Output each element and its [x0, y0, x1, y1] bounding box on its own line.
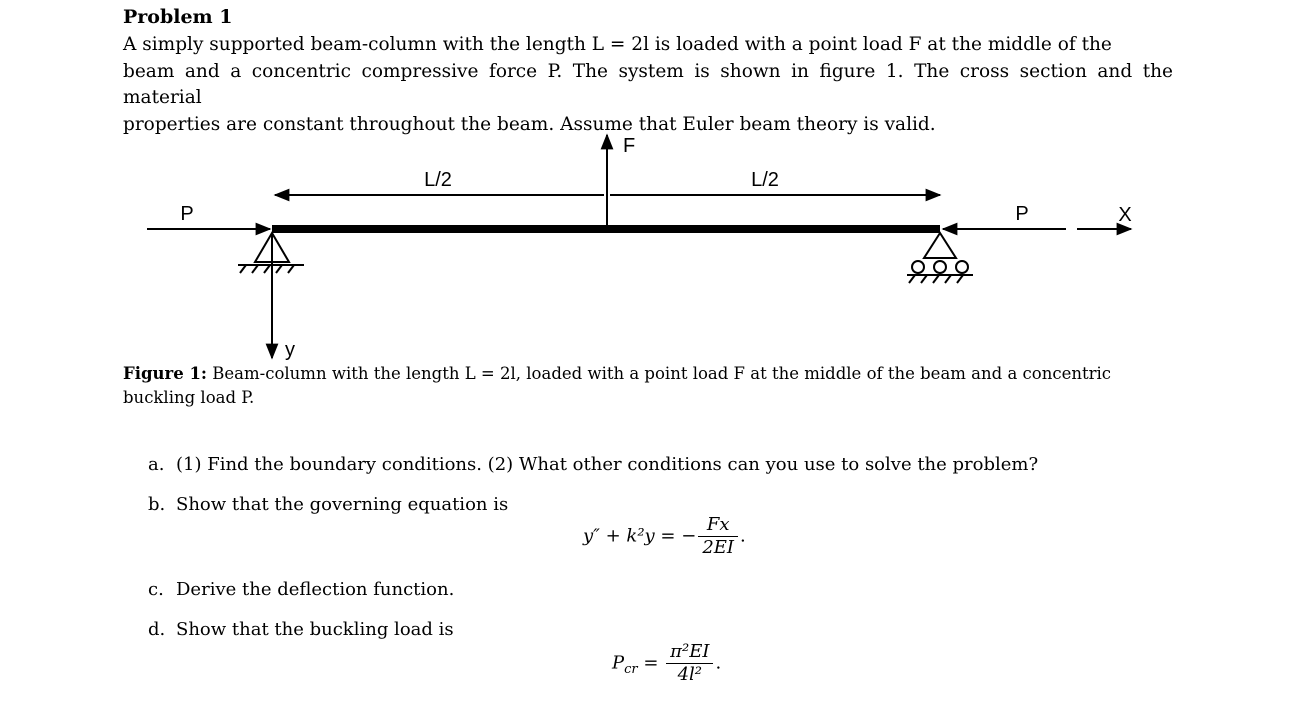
problem-title: Problem 1 — [123, 6, 233, 28]
governing-period: . — [740, 525, 746, 547]
governing-lhs: y″ + k²y = − — [583, 525, 697, 547]
buckling-equals: = — [637, 652, 665, 674]
buckling-load-equation — [612, 641, 721, 686]
caption-line-2: buckling load P. — [123, 388, 255, 407]
question-d-label: d. — [148, 619, 166, 640]
question-c-text: Derive the deflection function. — [176, 579, 455, 600]
caption-line-1: Beam-column with the length L = 2l, loaded with a point load F at the middle of the beam and a concentric — [212, 364, 1111, 383]
problem-line-3: properties are constant throughout the beam. Assume that Euler beam theory is valid. — [123, 113, 936, 135]
question-a-label: a. — [148, 454, 165, 475]
buckling-denominator: 4l² — [677, 664, 703, 685]
force-P-right-label: P — [1015, 203, 1029, 225]
y-axis-label: y — [285, 339, 295, 361]
question-d-text: Show that the buckling load is — [176, 619, 454, 640]
dimension-right-label: L/2 — [751, 169, 779, 191]
buckling-subscript: cr — [624, 662, 638, 678]
question-c — [148, 579, 454, 600]
problem-line-2: beam and a concentric compressive force P. The system is shown in figure 1. The cross section and the material — [123, 60, 1173, 108]
roller-support — [907, 233, 973, 283]
force-F-label: F — [623, 135, 636, 157]
governing-fraction — [698, 514, 738, 559]
governing-numerator: Fx — [698, 514, 738, 537]
question-a-text: (1) Find the boundary conditions. (2) What other conditions can you use to solve the problem? — [176, 454, 1039, 475]
question-b — [148, 494, 508, 515]
buckling-numerator: π²EI — [666, 641, 713, 664]
question-b-label: b. — [148, 494, 166, 515]
beam — [272, 225, 940, 233]
question-d — [148, 619, 454, 640]
dimension-left-label: L/2 — [424, 169, 452, 191]
buckling-lhs: P — [612, 652, 625, 674]
force-P-left-label: P — [180, 203, 194, 225]
question-c-label: c. — [148, 579, 164, 600]
figure-caption — [123, 362, 1173, 410]
x-axis-label: X — [1118, 204, 1132, 226]
buckling-period: . — [715, 652, 722, 674]
buckling-fraction — [666, 641, 713, 686]
question-b-text: Show that the governing equation is — [176, 494, 509, 515]
problem-line-1: A simply supported beam-column with the length L = 2l is loaded with a point load F at the middle of the — [123, 34, 1112, 55]
governing-denominator: 2EI — [702, 537, 735, 558]
caption-label: Figure 1: — [123, 364, 208, 383]
governing-equation — [583, 514, 746, 559]
question-a — [148, 454, 1038, 475]
